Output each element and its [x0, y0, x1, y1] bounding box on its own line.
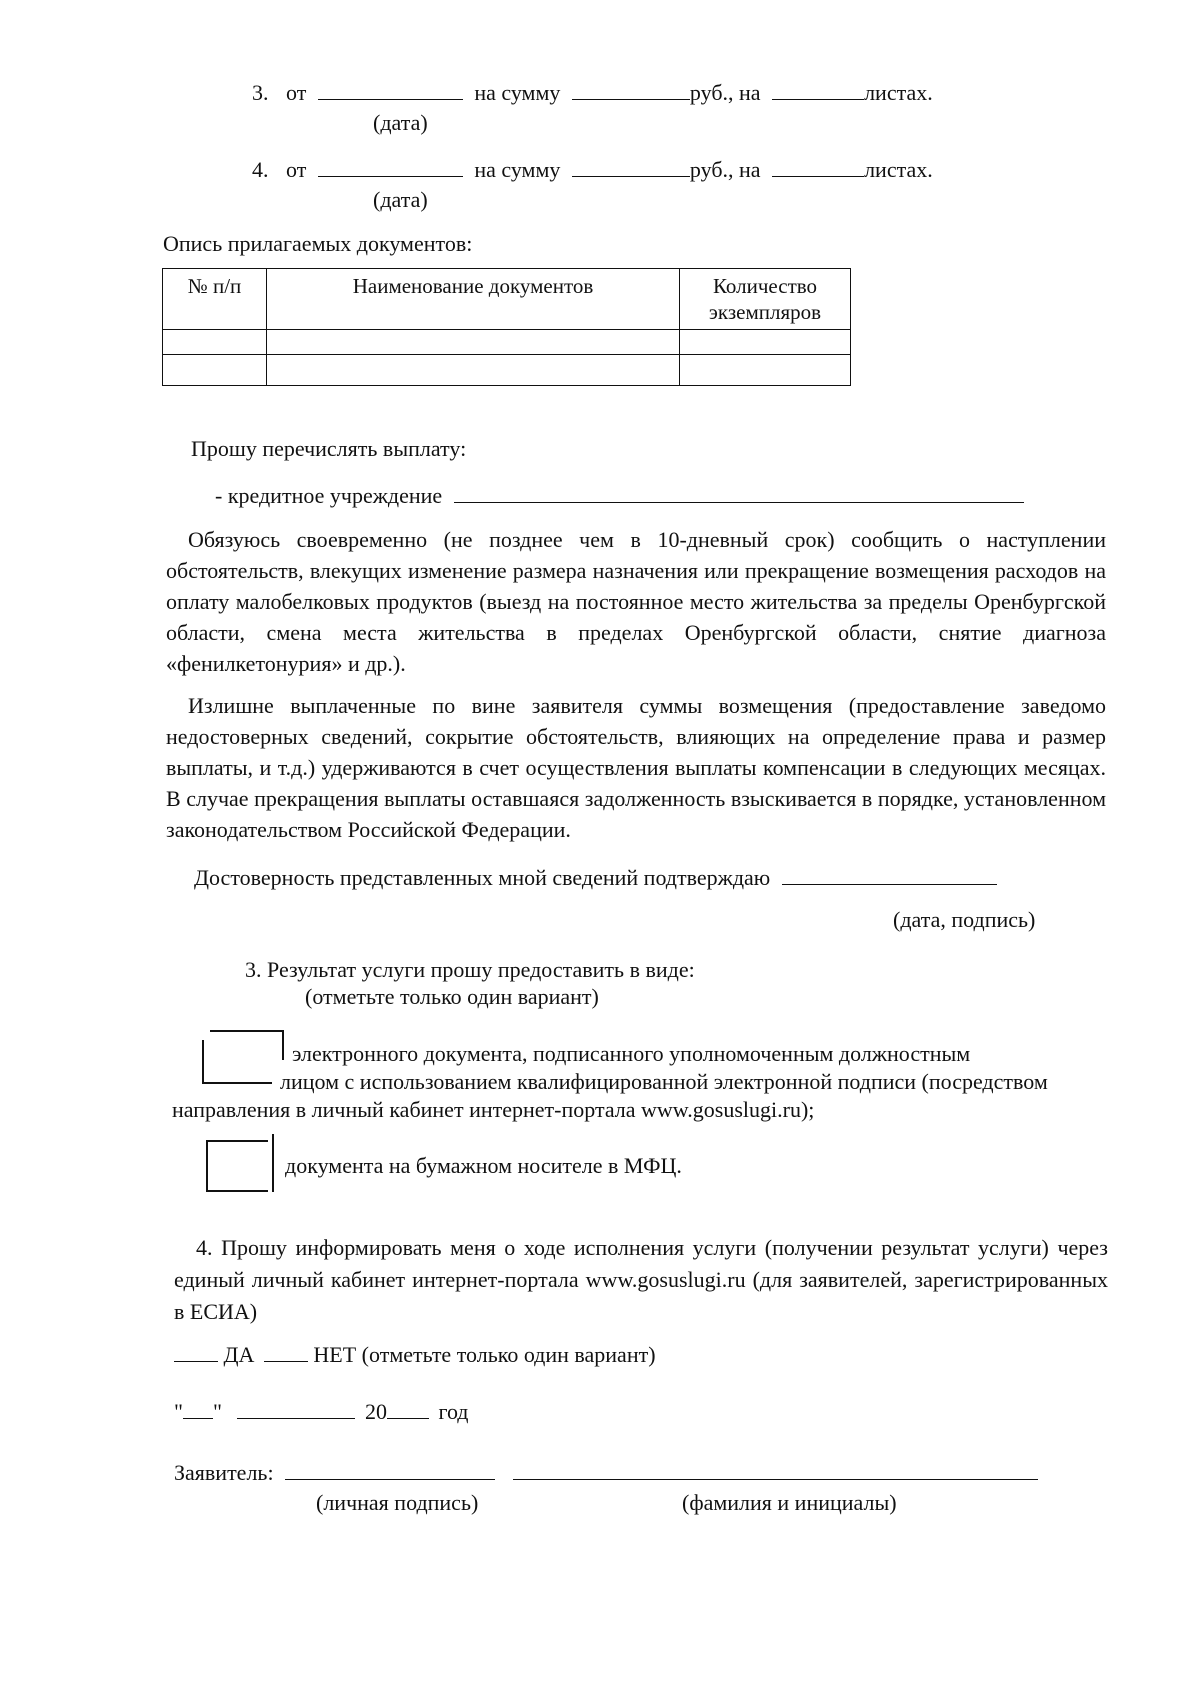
table-row	[163, 355, 851, 386]
payment-rub-label: руб., на	[689, 157, 761, 182]
table-cell[interactable]	[267, 355, 680, 386]
table-cell[interactable]	[163, 355, 267, 386]
payment-rub-label: руб., на	[689, 80, 761, 105]
payment-sheets-label: листах.	[864, 157, 933, 182]
payout-heading: Прошу перечислять выплату:	[191, 436, 467, 461]
payment-sum-field[interactable]	[572, 158, 690, 177]
payment-number: 3.	[252, 80, 269, 105]
result-subheading: (отметьте только один вариант)	[305, 984, 599, 1009]
paper-option-text: документа на бумажном носителе в МФЦ.	[285, 1153, 682, 1178]
bank-field[interactable]	[454, 484, 1024, 503]
signature-caption: (личная подпись)	[316, 1490, 479, 1515]
payment-from-label: от	[286, 80, 307, 105]
month-field[interactable]	[237, 1400, 355, 1419]
inventory-heading: Опись прилагаемых документов:	[163, 231, 473, 256]
yes-no-line	[174, 1341, 656, 1370]
applicant-label: Заявитель:	[174, 1460, 274, 1485]
confirmation-line	[194, 864, 997, 893]
column-header-number: № п/п	[163, 269, 267, 330]
table-header-row	[163, 269, 851, 330]
payment-sheets-field[interactable]	[772, 81, 864, 100]
payment-sum-field[interactable]	[572, 81, 690, 100]
yes-label: ДА	[223, 1342, 255, 1367]
quote-close: "	[212, 1399, 222, 1424]
electronic-option-text-1: электронного документа, подписанного уполномоченным должностным	[292, 1041, 971, 1066]
table-cell[interactable]	[680, 330, 851, 355]
no-label: НЕТ (отметьте только один вариант)	[313, 1342, 656, 1367]
result-heading: 3. Результат услуги прошу предоставить в виде:	[245, 957, 695, 982]
table-row	[163, 330, 851, 355]
payment-sum-label: на сумму	[474, 80, 561, 105]
day-field[interactable]	[183, 1400, 213, 1419]
year-suffix: год	[438, 1399, 469, 1424]
payment-line-3	[252, 79, 933, 108]
payment-date-caption: (дата)	[373, 110, 428, 135]
payment-sheets-label: листах.	[864, 80, 933, 105]
obligation-paragraph: Обязуюсь своевременно (не позднее чем в 10-дневный срок) сообщить о наступлении обстоятельств, влекущих изменение размера назначения или прекращение возмещения расходов на оплату малобелковых продуктов (выезд на постоянное место жительства за пределы Оренбургской области, смена места жительства в пределах Оренбургской области, снятие диагноза «фенилкетонурия» и др.).	[166, 527, 1106, 676]
payment-sheets-field[interactable]	[772, 158, 864, 177]
quote-open: "	[174, 1399, 183, 1424]
overpayment-paragraph: Излишне выплаченные по вине заявителя суммы возмещения (предоставление заведомо недостоверных сведений, сокрытие обстоятельств, влияющих на определение права и размер выплаты, и т.д.) удерживаются в счет осуществления выплаты компенсации в следующих месяцах. В случае прекращения выплаты оставшаяся задолженность взыскивается в порядке, установленном законодательством Российской Федерации.	[166, 693, 1106, 842]
payment-from-label: от	[286, 157, 307, 182]
payment-line-4	[252, 156, 933, 185]
column-header-copies: Количество экземпляров	[680, 269, 851, 330]
payment-number: 4.	[252, 157, 269, 182]
table-cell[interactable]	[267, 330, 680, 355]
year-field[interactable]	[387, 1400, 429, 1419]
electronic-option-text-3: направления в личный кабинет интернет-портала www.gosuslugi.ru);	[172, 1097, 815, 1122]
payout-bank-line	[215, 482, 1024, 511]
applicant-line	[174, 1459, 1038, 1488]
column-header-document-name: Наименование документов	[267, 269, 680, 330]
confirmation-caption: (дата, подпись)	[893, 907, 1036, 932]
no-field[interactable]	[264, 1343, 308, 1362]
name-caption: (фамилия и инициалы)	[682, 1490, 897, 1515]
signature-field[interactable]	[285, 1461, 495, 1480]
electronic-option-checkbox[interactable]	[202, 1030, 282, 1084]
year-prefix: 20	[364, 1399, 387, 1424]
inform-paragraph: 4. Прошу информировать меня о ходе исполнения услуги (получении результат услуги) через единый личный кабинет интернет-портала www.gosuslugi.ru (для заявителей, зарегистрированных в ЕСИА)	[174, 1235, 1108, 1324]
payment-date-caption: (дата)	[373, 187, 428, 212]
payment-date-field[interactable]	[318, 158, 463, 177]
full-name-field[interactable]	[513, 1461, 1038, 1480]
payment-sum-label: на сумму	[474, 157, 561, 182]
table-cell[interactable]	[163, 330, 267, 355]
confirmation-label: Достоверность представленных мной сведений подтверждаю	[194, 865, 771, 890]
electronic-option-text-2: лицом с использованием квалифицированной электронной подписи (посредством	[280, 1069, 1048, 1094]
table-cell[interactable]	[680, 355, 851, 386]
confirmation-signature-field[interactable]	[782, 866, 997, 885]
yes-field[interactable]	[174, 1343, 218, 1362]
bank-label: - кредитное учреждение	[215, 483, 443, 508]
date-line	[174, 1398, 469, 1427]
paper-option-checkbox[interactable]	[206, 1134, 278, 1192]
payment-date-field[interactable]	[318, 81, 463, 100]
inventory-table	[162, 268, 851, 386]
